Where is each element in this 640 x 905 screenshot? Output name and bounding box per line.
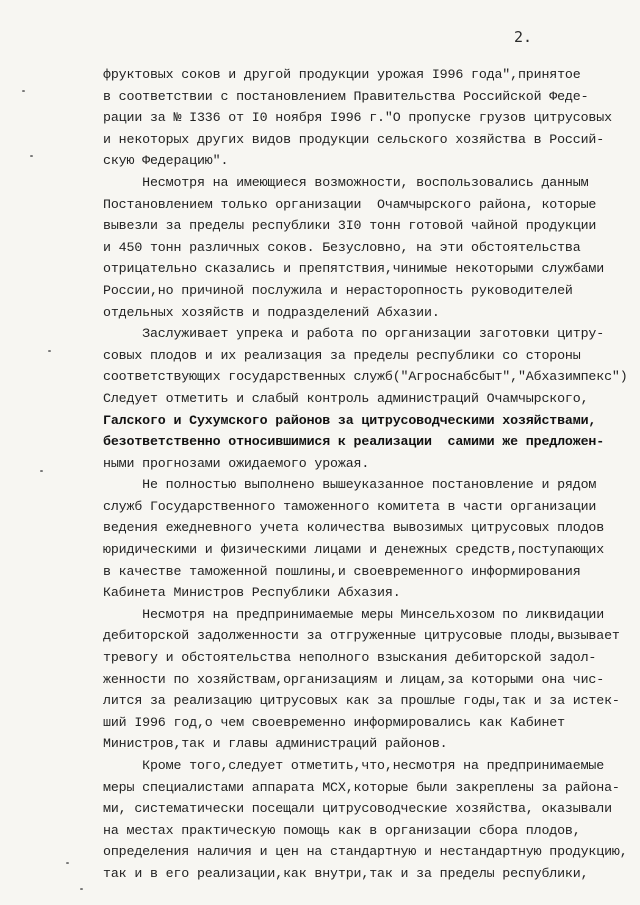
text-line: меры специалистами аппарата МСХ,которые были закреплены за района- <box>103 779 620 795</box>
text-line: ными прогнозами ожидаемого урожая. <box>103 455 370 471</box>
text-line: в соответствии с постановлением Правительства Российской Феде- <box>103 88 589 104</box>
text-line: лится за реализацию цитрусовых как за прошлые годы,так и за истек- <box>103 693 620 709</box>
body-text <box>103 64 633 885</box>
text-line: определения наличия и цен на стандартную и нестандартную продукцию, <box>103 844 628 860</box>
text-line: женности по хозяйствам,организациям и лицам,за которыми она чис- <box>103 671 605 687</box>
text-line: Постановлением только организации Очамчырского района, которые <box>103 196 597 212</box>
text-line: безответственно относившимися к реализации самими же предложен- <box>103 434 605 450</box>
text-line: ведения ежедневного учета количества вывозимых цитрусовых плодов <box>103 520 605 536</box>
text-line: Не полностью выполнено вышеуказанное постановление и рядом <box>103 477 597 493</box>
scan-speck <box>40 470 43 472</box>
text-line: вывезли за пределы республики 3I0 тонн готовой чайной продукции <box>103 218 597 234</box>
scan-speck <box>80 888 83 890</box>
text-line: ший I996 год,о чем своевременно информировались как Кабинет <box>103 714 565 730</box>
scan-speck <box>66 862 69 864</box>
text-line: так и в его реализации,как внутри,так и за пределы республики, <box>103 865 589 881</box>
text-line: Заслуживает упрека и работа по организации заготовки цитру- <box>103 326 605 342</box>
text-line: Кроме того,следует отметить,что,несмотря на предпринимаемые <box>103 758 605 773</box>
text-line: Следует отметить и слабый контроль администраций Очамчырского, <box>103 390 589 406</box>
text-line: фруктовых соков и другой продукции урожая I996 года",принятое <box>103 67 581 82</box>
text-line: и некоторых других видов продукции сельского хозяйства в Россий- <box>103 131 605 147</box>
text-line: в качестве таможенной пошлины,и своевременного информирования <box>103 563 581 579</box>
text-line: юридическими и физическими лицами и денежных средств,поступающих <box>103 542 605 558</box>
text-line: ми, систематически посещали цитрусоводческие хозяйства, оказывали <box>103 801 612 817</box>
text-line: тревогу и обстоятельства неполного взыскания дебиторской задол- <box>103 650 597 666</box>
text-line: соответствующих государственных служб("Агроснабсбыт","Абхазимпекс") <box>103 369 628 385</box>
text-line: служб Государственного таможенного комитета в части организации <box>103 498 597 514</box>
text-line: скую Федерацию". <box>103 153 229 169</box>
text-line: рации за № I336 от I0 ноября I996 г."О пропуске грузов цитрусовых <box>103 110 612 126</box>
page-number: 2. <box>514 28 533 46</box>
text-line: Несмотря на предпринимаемые меры Минсельхозом по ликвидации <box>103 606 605 622</box>
text-line: Министров,так и главы администраций районов. <box>103 736 448 752</box>
scan-speck <box>22 90 25 92</box>
text-line: Несмотря на имеющиеся возможности, воспользовались данным <box>103 174 589 190</box>
text-line: отрицательно сказались и препятствия,чинимые некоторыми службами <box>103 261 605 277</box>
scan-speck <box>48 350 51 352</box>
text-line: и 450 тонн различных соков. Безусловно, на эти обстоятельства <box>103 239 581 255</box>
scan-speck <box>30 155 33 157</box>
text-line: совых плодов и их реализация за пределы республики со стороны <box>103 347 581 363</box>
text-line: на местах практическую помощь как в организации сбора плодов, <box>103 822 581 838</box>
text-line: дебиторской задолженности за отгруженные цитрусовые плоды,вызывает <box>103 628 620 644</box>
text-line: Галского и Сухумского районов за цитрусоводческими хозяйствами, <box>103 412 597 428</box>
text-line: отдельных хозяйств и подразделений Абхазии. <box>103 304 440 320</box>
text-line: России,но причиной послужила и нерасторопность руководителей <box>103 282 573 298</box>
text-line: Кабинета Министров Республики Абхазия. <box>103 585 401 601</box>
